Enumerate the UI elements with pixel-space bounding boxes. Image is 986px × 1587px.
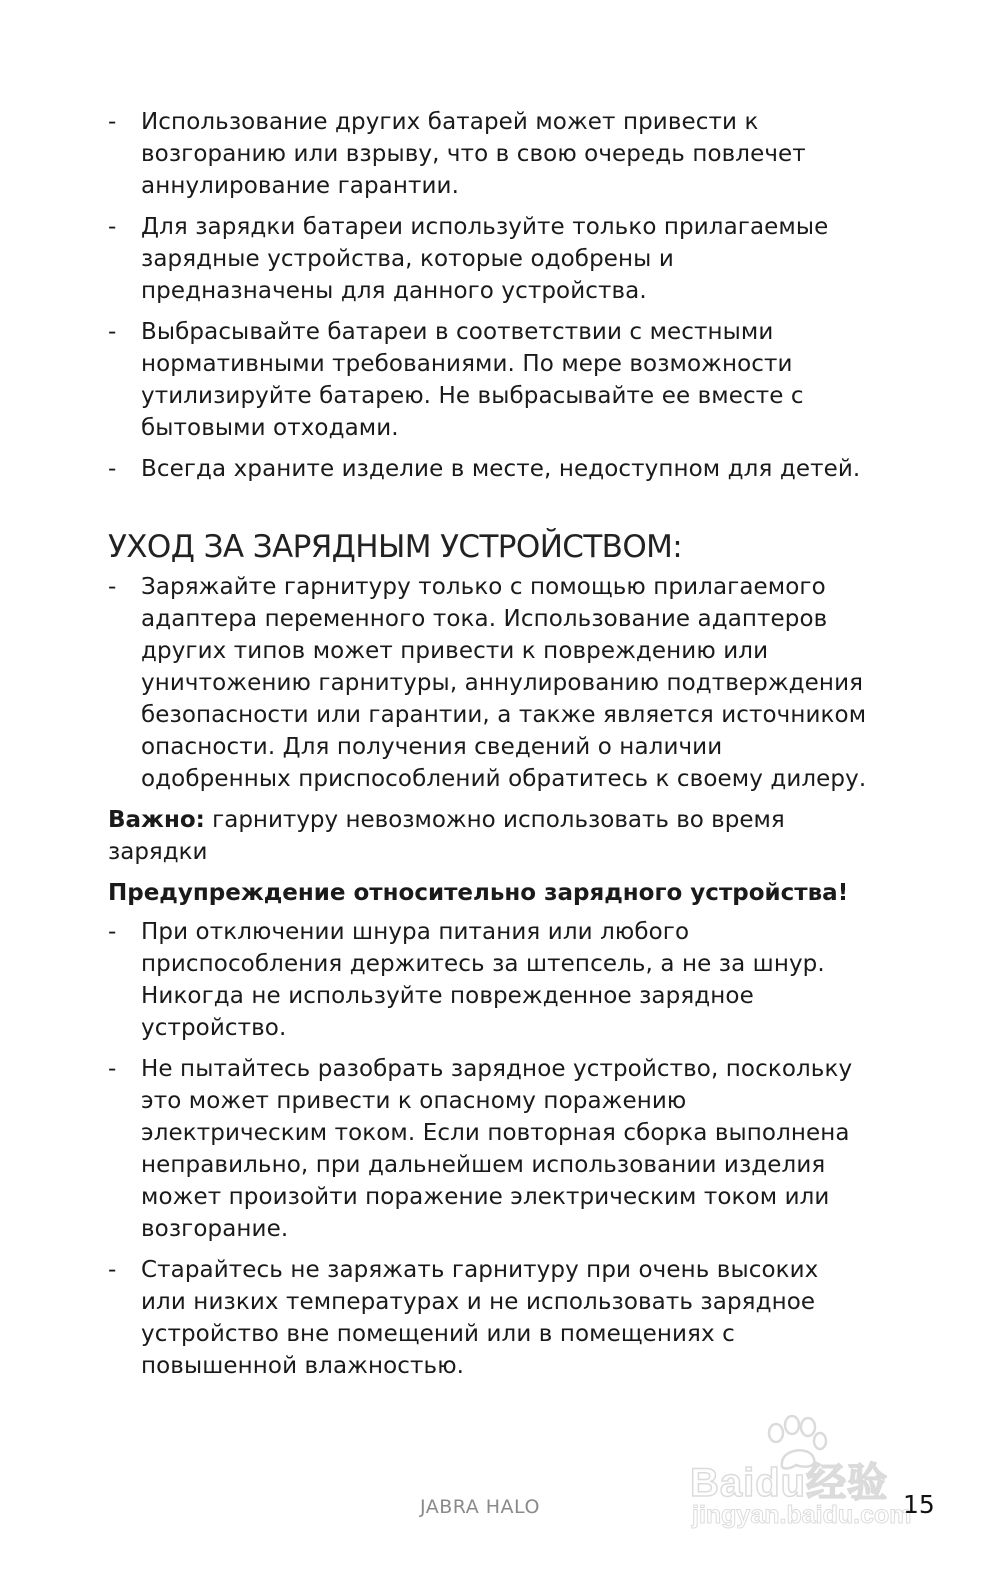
list-item-text: При отключении шнура питания или любого приспособления держитесь за штепсель, а не за шнур. Никогда не используйте поврежденное зарядное устройство. [141,919,825,1041]
footer-brand: JABRA HALO [420,1496,540,1518]
list-dash: - [108,919,117,945]
important-text: гарнитуру невозможно использовать во время зарядки [108,807,785,865]
list-dash: - [108,456,117,482]
list-item-text: Выбрасывайте батареи в соответствии с местными нормативными требованиями. По мере возможности утилизируйте батарею. Не выбрасывайте ее вместе с бытовыми отходами. [141,319,804,441]
list-dash: - [108,574,117,600]
battery-safety-list [108,106,868,485]
baidu-watermark [690,1415,922,1535]
list-item-text: Заряжайте гарнитуру только с помощью прилагаемого адаптера переменного тока. Использование адаптеров других типов может привести к повреждению или уничтожению гарнитуры, аннулированию подтверждения безопасности или гарантии, а также является источником опасности. Для получения сведений о наличии одобренных приспособлений обратитесь к своему дилеру. [141,574,867,792]
charger-care-list [108,571,868,795]
list-item [108,453,868,485]
list-dash: - [108,214,117,240]
list-dash: - [108,319,117,345]
page-number: 15 [903,1490,935,1519]
list-dash: - [108,1257,117,1283]
list-item-text: Не пытайтесь разобрать зарядное устройство, поскольку это может привести к опасному поражению электрическим током. Если повторная сборка выполнена неправильно, при дальнейшем использовании изделия может произойти поражение электрическим током или возгорание. [141,1056,853,1242]
list-item [108,316,868,444]
watermark-brand: Baidu经验 [690,1461,889,1505]
list-item-text: Старайтесь не заряжать гарнитуру при очень высоких или низких температурах и не использовать зарядное устройство вне помещений или в помещениях с повышенной влажностью. [141,1257,819,1379]
list-item [108,571,868,795]
list-item [108,211,868,307]
list-item-text: Для зарядки батареи используйте только прилагаемые зарядные устройства, которые одобрены и предназначены для данного устройства. [141,214,829,304]
list-dash: - [108,1056,117,1082]
list-dash: - [108,109,117,135]
list-item [108,1254,868,1382]
section-heading: УХОД ЗА ЗАРЯДНЫМ УСТРОЙСТВОМ: [108,529,683,565]
charger-warning-list [108,916,868,1382]
list-item-text: Всегда храните изделие в месте, недоступном для детей. [141,456,861,482]
important-note [108,804,868,868]
page-content [108,106,868,1391]
important-label: Важно: [108,807,205,833]
warning-title: Предупреждение относительно зарядного устройства! [108,880,849,906]
list-item [108,916,868,1044]
list-item-text: Использование других батарей может привести к возгоранию или взрыву, что в свою очередь повлечет аннулирование гарантии. [141,109,806,199]
list-item [108,1053,868,1245]
list-item [108,106,868,202]
watermark-url: jingyan.baidu.com [692,1501,912,1529]
